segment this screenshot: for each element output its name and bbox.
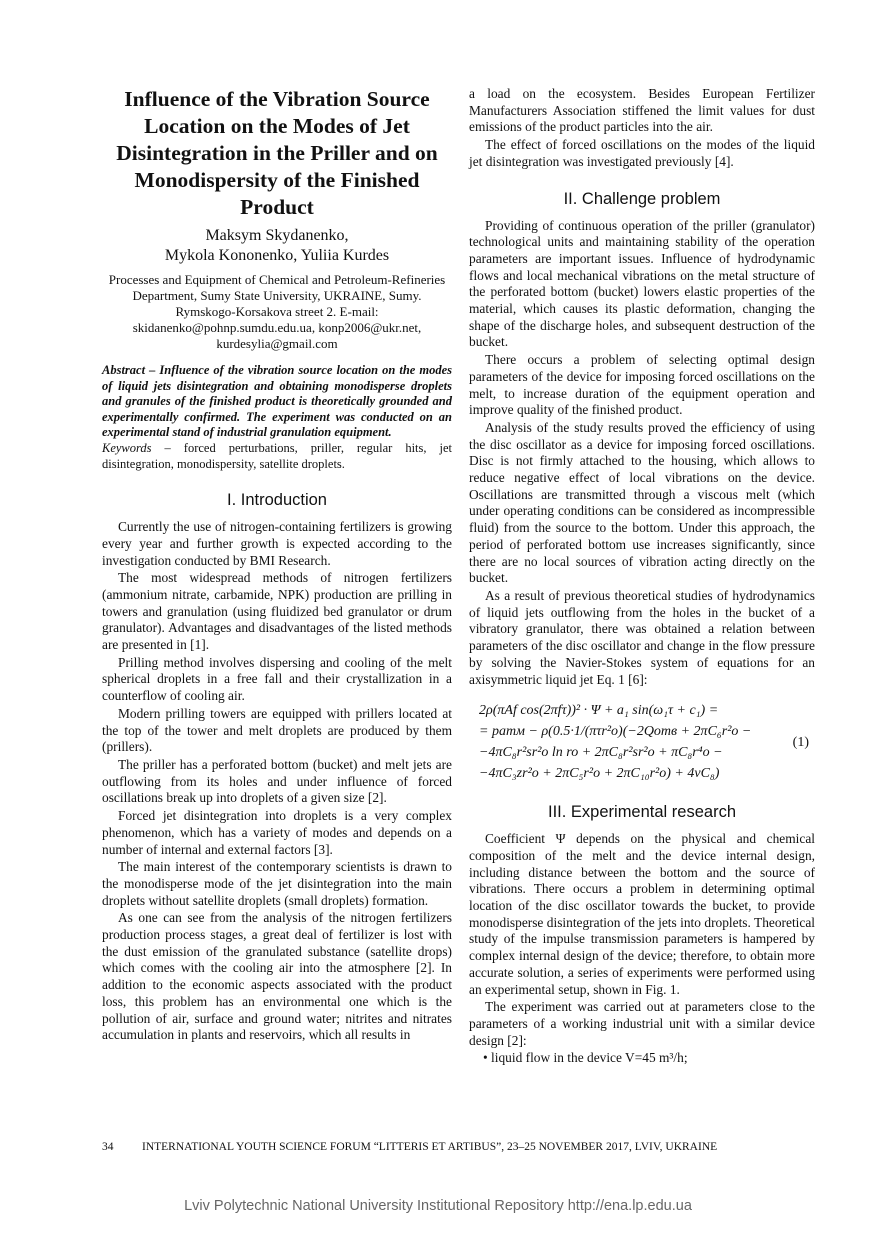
abstract-label: Abstract – xyxy=(102,363,160,377)
footer-text: INTERNATIONAL YOUTH SCIENCE FORUM “LITTERIS ET ARTIBUS”, 23–25 NOVEMBER 2017, LVIV, UKRAINE xyxy=(142,1141,718,1153)
intro-last-paragraph: The effect of forced oscillations on the modes of the liquid jet disintegration was investigated previously [4]. xyxy=(469,137,815,169)
affiliation: Processes and Equipment of Chemical and Petroleum-Refineries Department, Sumy State University, UKRAINE, Sumy. Rymskogo-Korsakova street 2. E-mail: skidanenko@pohnp.sumdu.edu.ua, konp2006@ukr.net, kurdesylia@gmail.com xyxy=(108,272,446,351)
equation-line-1: 2ρ(πAf cos(2πfτ))² · Ψ + a₁ sin(ω₁τ + c₁) = xyxy=(479,703,719,719)
equation-line-2: = pатм − ρ(0.5·1/(πτr²o)(−2Qотв + 2πC₆r²o − xyxy=(479,724,752,740)
section-heading-challenge: II. Challenge problem xyxy=(563,189,721,208)
equation-line-4: −4πC₃zr²o + 2πC₅r²o + 2πC₁₀r²o) + 4νC₈) xyxy=(479,766,720,782)
intro-paragraph-8: As one can see from the analysis of the nitrogen fertilizers production process stages, a great deal of fertilizer is lost with the dust emission of the granulated substance (satellite drops) which comes with the cooling air into the atmosphere [2]. In addition to the economic aspects associated with the product loss, this problem has an environmental one which is the pollution of air, surface and ground water; nitrites and nitrates accumulation in plants and reservoirs, which all results in xyxy=(102,910,452,1043)
authors-line-2: Mykola Kononenko, Yuliia Kurdes xyxy=(164,247,390,264)
challenge-paragraph-2: There occurs a problem of selecting optimal design parameters of the device for imposing forced oscillations on the melt, to increase duration of the equipment operation and improve quality of the finished product. xyxy=(469,352,815,418)
page-number: 34 xyxy=(102,1141,114,1153)
repository-watermark: Lviv Polytechnic National University Institutional Repository http://ena.lp.edu.ua xyxy=(184,1198,692,1214)
section-heading-introduction: I. Introduction xyxy=(227,491,327,510)
equation-number: (1) xyxy=(792,735,809,751)
equation-line-3: −4πC₈r²sr²o ln ro + 2πC₈r²sr²o + πC₈r⁴o − xyxy=(479,745,723,761)
keywords xyxy=(102,441,452,472)
intro-paragraph-1: Currently the use of nitrogen-containing fertilizers is growing every year and further growth is expected according to the investigation conducted by BMI Research. xyxy=(102,519,452,568)
intro-continuation: a load on the ecosystem. Besides European Fertilizer Manufacturers Association stiffened the limit values for dust emissions of the product particles into the air. xyxy=(469,86,815,135)
equation-1 xyxy=(469,700,815,784)
section-heading-experimental: III. Experimental research xyxy=(548,803,736,822)
challenge-paragraph-3: Analysis of the study results proved the efficiency of using the disc oscillator as a device for imposing forced oscillations. Disc is not firmly attached to the housing, which allows to reduce negative effect of local vibrations on the device. Oscillations are transmitted through a viscous melt (which under operating conditions can be considered as incompressible fluid) from the source to the bottom. Under this approach, the period of perforated bottom use increases significantly, since there are no local sources of vibration acting directly on the bucket. xyxy=(469,419,815,586)
abstract-text: Influence of the vibration source location on the modes of liquid jets disintegration and obtaining monodisperse droplets and granules of the finished product is theoretically grounded and experimentally confirmed. The experiment was conducted on an experimental stand of industrial granulation equipment. xyxy=(102,363,452,440)
challenge-paragraph-4: As a result of previous theoretical studies of hydrodynamics of liquid jets outflowing from the holes in the bucket of a vibratory granulator, there was obtained a relation between parameters of the disc oscillator and change in the flow pressure by solving the Navier-Stokes system of equations for an axisymmetric liquid jet Eq. 1 [6]: xyxy=(469,587,815,687)
intro-paragraph-3: Prilling method involves dispersing and cooling of the melt spherical droplets in a free fall and their crystallization in a counterflow of cooling air. xyxy=(102,654,452,704)
intro-paragraph-4: Modern prilling towers are equipped with prillers located at the top of the tower and melt droplets are produced by them (prillers). xyxy=(102,705,452,755)
intro-paragraph-2: The most widespread methods of nitrogen fertilizers (ammonium nitrate, carbamide, NPK) production are prilling in towers and granulation (using fluidized bed granulator or drum granulator). Advantages and disadvantages of the listed methods are presented in [1]. xyxy=(102,570,452,653)
intro-paragraph-7: The main interest of the contemporary scientists is drawn to the monodisperse mode of the jet disintegration into the main droplets without satellite droplets (small droplets) formation. xyxy=(102,859,452,908)
page-footer xyxy=(102,1141,822,1153)
keywords-text: – forced perturbations, priller, regular hits, jet disintegration, monodispersity, satellite droplets. xyxy=(102,440,452,471)
keywords-label: Keywords xyxy=(102,440,152,455)
intro-paragraph-5: The priller has a perforated bottom (bucket) and melt jets are outflowing from its holes and under influence of forced oscillations break up into droplets of a given size [2]. xyxy=(102,757,452,806)
intro-paragraph-6: Forced jet disintegration into droplets is a very complex phenomenon, which has a variety of modes and depends on a number of internal and external factors [3]. xyxy=(102,808,452,857)
right-column xyxy=(469,86,815,1067)
authors-line-1: Maksym Skydanenko, xyxy=(205,227,349,244)
left-column xyxy=(102,86,452,1045)
paper-title: Influence of the Vibration Source Location on the Modes of Jet Disintegration in the Priller and on Monodispersity of the Finished Product xyxy=(116,87,438,219)
experimental-paragraph-1: Coefficient Ψ depends on the physical and chemical composition of the melt and the device internal design, including distance between the bottom and the source of vibrations. There occurs a problem in determining optimal location of the disc oscillator towards the bucket, to provide monodisperse disintegration of the jets into droplets. Theoretical study of the impulse transmission parameters is hampered by complex internal design of the device; therefore, to obtain more accurate solution, a series of experiments were performed using an experimental setup, shown in Fig. 1. xyxy=(469,831,815,997)
authors xyxy=(102,226,452,266)
abstract xyxy=(102,363,452,441)
experimental-bullet: • liquid flow in the device V=45 m³/h; xyxy=(483,1050,688,1066)
experimental-paragraph-2: The experiment was carried out at parameters close to the parameters of a working industrial unit with a similar device design [2]: xyxy=(469,999,815,1048)
challenge-paragraph-1: Providing of continuous operation of the priller (granulator) technological units and maintaining stability of the operation parameters are important issues. Influence of hydrodynamic flows and local mechanical vibrations on the metal structure of the perforated bottom (bucket) lowers elastic properties of the material, which causes its plastic deformation, changing the shape of the discharge holes, and subsequent destruction of the bucket. xyxy=(469,217,815,350)
